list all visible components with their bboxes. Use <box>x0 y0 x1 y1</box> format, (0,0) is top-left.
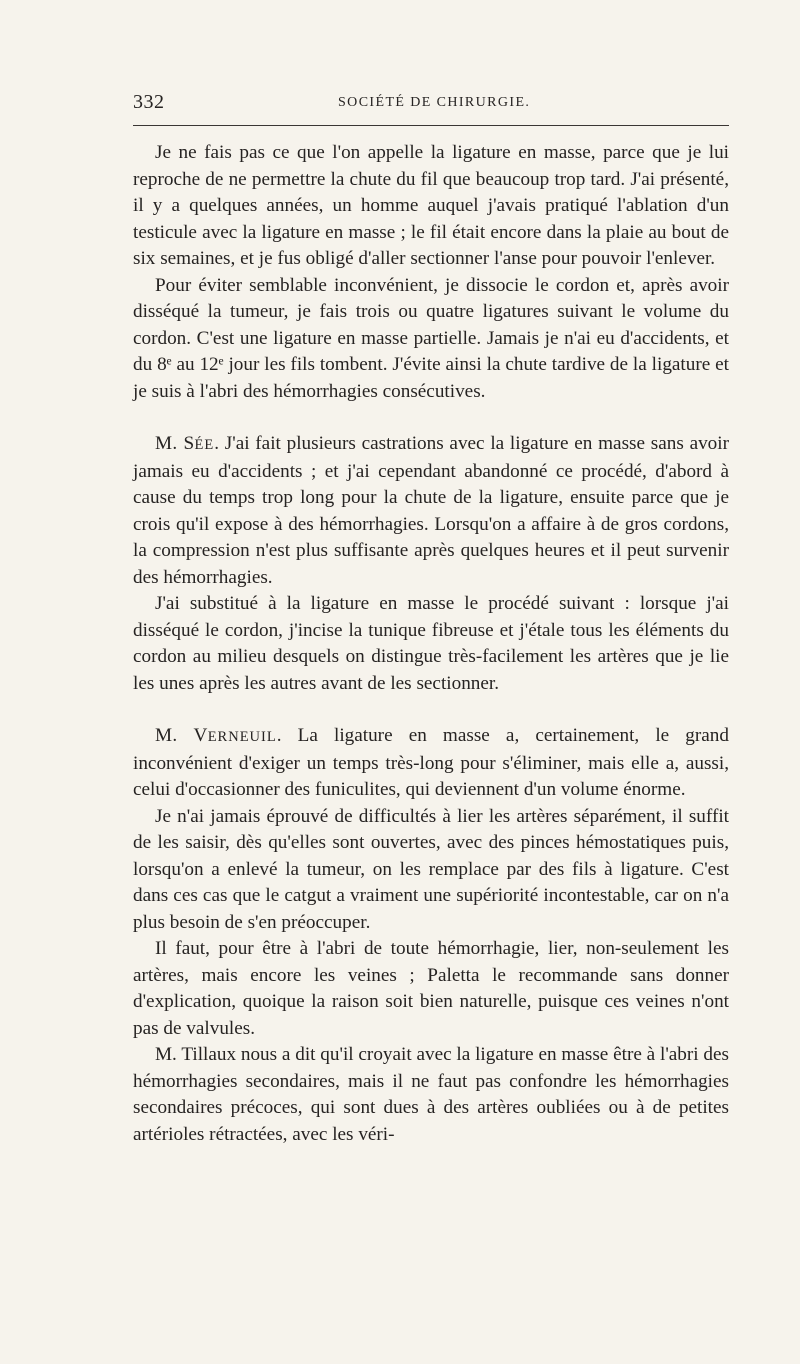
paragraph-6 <box>133 804 729 937</box>
paragraph-2 <box>133 273 729 406</box>
paragraph-text: M. Tillaux nous a dit qu'il croyait avec la ligature en masse être à l'abri des hémorrhagies secondaires, mais il ne faut pas confondre les hémorrhagies secondaires précoces, qui sont dues à des artères oubliées ou à de petites artérioles rétractées, avec les véri- <box>133 1044 729 1145</box>
paragraph-1 <box>133 140 729 273</box>
running-head <box>133 91 729 115</box>
body-text <box>133 140 729 1148</box>
paragraph-7 <box>133 936 729 1042</box>
paragraph-text: . La ligature en masse a, certainement, le grand inconvénient d'exiger un temps très-long pour s'éliminer, mais elle a, aussi, celui d'occasionner des funiculites, qui deviennent d'un volume énorme. <box>133 725 729 800</box>
speaker-small-caps: ÉE <box>194 437 215 453</box>
paragraph-8 <box>133 1042 729 1148</box>
paragraph-text: Il faut, pour être à l'abri de toute hémorrhagie, lier, non-seulement les artères, mais encore les veines ; Paletta le recommande sans donner d'explication, quoique la raison soit bien naturelle, puisque ces veines n'ont pas de valvules. <box>133 938 729 1039</box>
paragraph-text: J'ai substitué à la ligature en masse le procédé suivant : lorsque j'ai disséqué le cordon, j'incise la tunique fibreuse et j'étale tous les éléments du cordon au milieu desquels on distingue très-facilement les artères que je lie les unes après les autres avant de les sectionner. <box>133 593 729 694</box>
speaker-small-caps: ERNEUIL <box>207 729 277 745</box>
paragraph-5-verneuil <box>133 723 729 804</box>
speaker-prefix: M. <box>155 433 184 454</box>
paragraph-text: . J'ai fait plusieurs castrations avec la ligature en masse sans avoir jamais eu d'accidents ; et j'ai cependant abandonné ce procédé, d'abord à cause du temps trop long pour la chute de la ligature, ensuite parce que je crois qu'il expose à des hémorrhagies. Lorsqu'on a affaire à de gros cordons, la compression n'est plus suffisante après quelques heures et il peut survenir des hémorrhagies. <box>133 433 729 588</box>
header-rule <box>133 125 729 126</box>
paragraph-text: Je ne fais pas ce que l'on appelle la ligature en masse, parce que je lui reproche de ne permettre la chute du fil que beaucoup trop tard. J'ai présenté, il y a quelques années, un homme auquel j'avais pratiqué l'ablation d'un testicule avec la ligature en masse ; le fil était encore dans la plaie au bout de six semaines, et je fus obligé d'aller sectionner l'anse pour pouvoir l'enlever. <box>133 142 729 269</box>
speaker-name-see <box>155 433 214 454</box>
speaker-name-verneuil <box>155 725 277 746</box>
paragraph-text: Pour éviter semblable inconvénient, je dissocie le cordon et, après avoir disséqué la tumeur, je fais trois ou quatre ligatures suivant le volume du cordon. C'est une ligature en masse partielle. Jamais je n'ai eu d'accidents, et du 8ᵉ au 12ᵉ jour les fils tombent. J'évite ainsi la chute tardive de la ligature et je suis à l'abri des hémorrhagies consécutives. <box>133 274 729 402</box>
speaker-initial: V <box>193 725 208 746</box>
speaker-initial: S <box>183 433 195 454</box>
speaker-prefix: M. <box>155 725 194 746</box>
paragraph-4 <box>133 591 729 697</box>
paragraph-3-see <box>133 431 729 591</box>
page-number: 332 <box>133 91 165 113</box>
paragraph-text: Je n'ai jamais éprouvé de difficultés à lier les artères séparément, il suffit de les saisir, dès qu'elles sont ouvertes, avec des pinces hémostatiques puis, lorsqu'on a enlevé la tumeur, on les remplace par des fils à ligature. C'est dans ces cas que le catgut a vraiment une supériorité incontestable, car on n'a plus besoin de s'en préoccuper. <box>133 805 729 933</box>
running-title: SOCIÉTÉ DE CHIRURGIE. <box>338 95 531 110</box>
